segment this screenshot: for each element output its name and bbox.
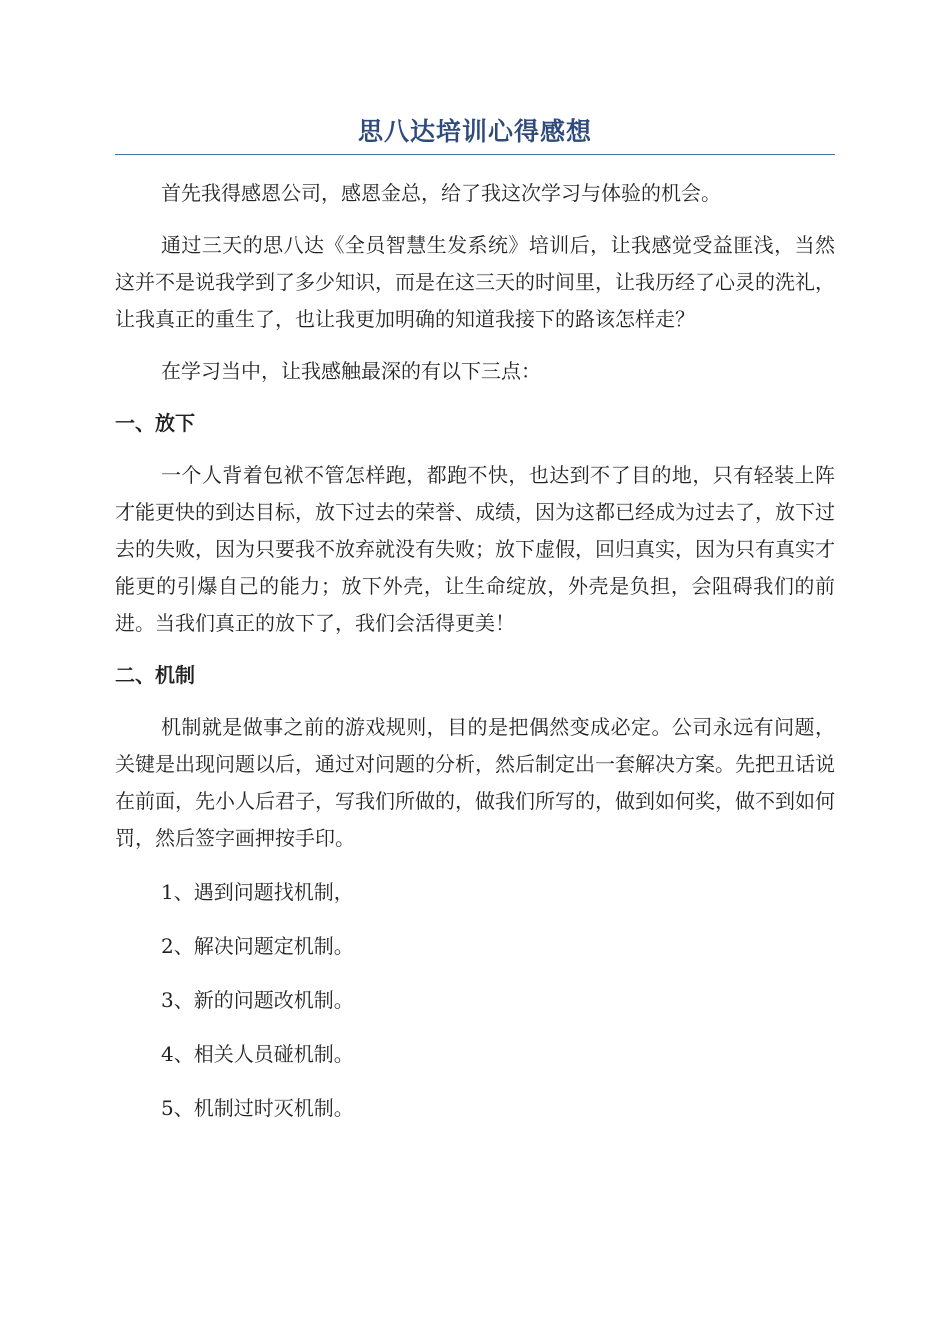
- paragraph-gratitude: 首先我得感恩公司，感恩金总，给了我这次学习与体验的机会。: [161, 181, 721, 205]
- list-item: 4、相关人员碰机制。: [161, 1042, 354, 1066]
- title-underline: [115, 154, 835, 155]
- list-item: 1、遇到问题找机制，: [161, 880, 354, 904]
- section-heading-mechanism: 二、机制: [115, 663, 195, 687]
- list-item: 3、新的问题改机制。: [161, 988, 354, 1012]
- paragraph-training: 通过三天的思八达《全员智慧生发系统》培训后，让我感觉受益匪浅，当然这并不是说我学到了多少知识，而是在这三天的时间里，让我历经了心灵的洗礼，让我真正的重生了，也让我更加明确的知道我接下的路该怎样走？: [115, 233, 835, 331]
- list-item: 5、机制过时灭机制。: [161, 1096, 354, 1120]
- document-title: 思八达培训心得感想: [357, 117, 592, 146]
- paragraph-mechanism: 机制就是做事之前的游戏规则，目的是把偶然变成必定。公司永远有问题，关键是出现问题以后，通过对问题的分析，然后制定出一套解决方案。先把丑话说在前面，先小人后君子，写我们所做的，做我们所写的，做到如何奖，做不到如何罚，然后签字画押按手印。: [115, 715, 835, 850]
- paragraph-let-go: 一个人背着包袱不管怎样跑，都跑不快，也达到不了目的地，只有轻装上阵才能更快的到达目标，放下过去的荣誉、成绩，因为这都已经成为过去了，放下过去的失败，因为只要我不放弃就没有失败；放下虚假，回归真实，因为只有真实才能更的引爆自己的能力；放下外壳，让生命绽放，外壳是负担，会阻碍我们的前进。当我们真正的放下了，我们会活得更美！: [115, 463, 835, 635]
- paragraph-intro-points: 在学习当中，让我感触最深的有以下三点：: [161, 359, 541, 383]
- section-heading-let-go: 一、放下: [115, 411, 195, 435]
- list-item: 2、解决问题定机制。: [161, 934, 354, 958]
- document-page: [115, 112, 835, 1127]
